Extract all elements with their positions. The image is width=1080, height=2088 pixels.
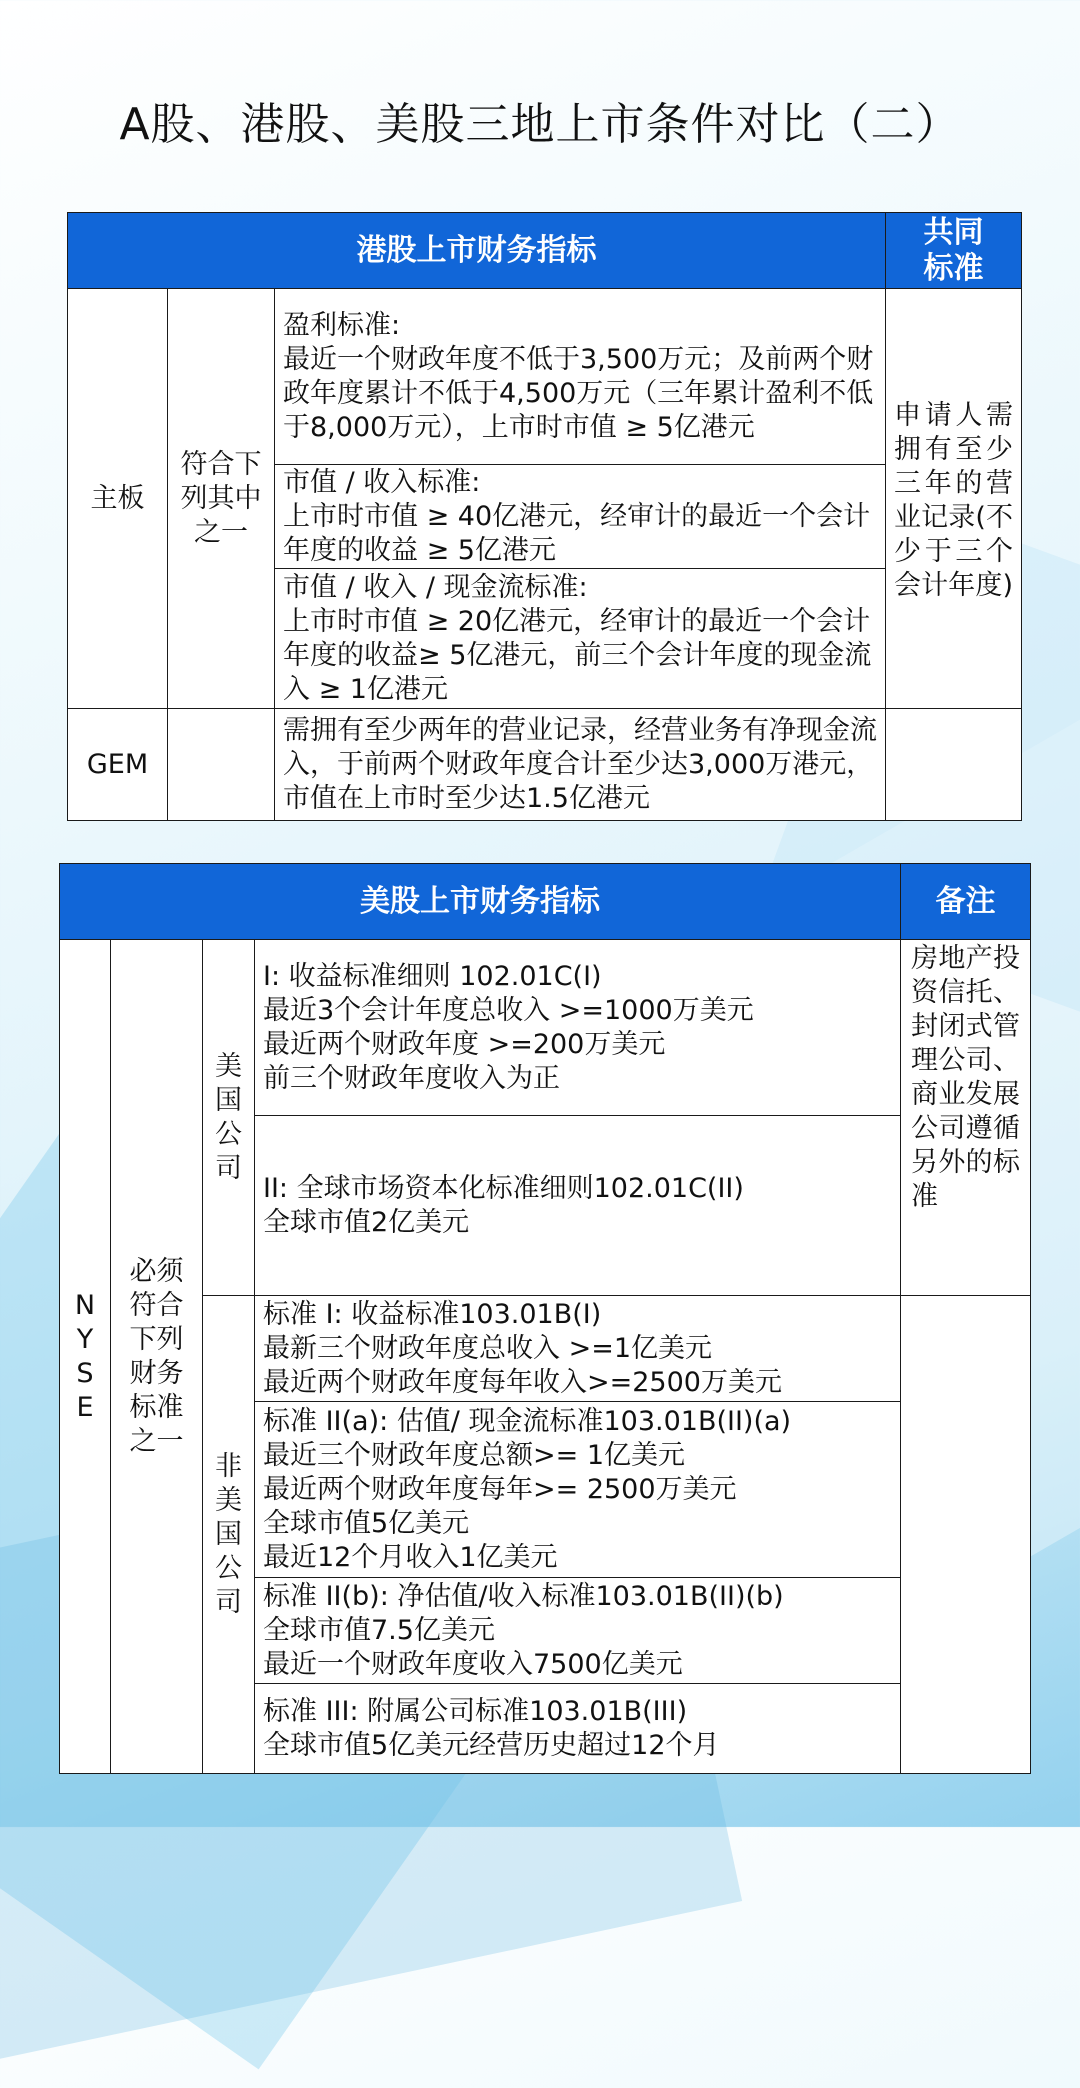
us-row-3 — [60, 1296, 1031, 1402]
main-board-label: 主板 — [68, 289, 168, 709]
gem-label: GEM — [68, 709, 168, 821]
non-us-note-empty — [901, 1296, 1031, 1774]
us-market-cap-criterion: II: 全球市场资本化标准细则102.01C(II) 全球市值2亿美元 — [255, 1116, 901, 1296]
hk-header-row — [68, 213, 1022, 289]
exchange-label: N Y S E — [60, 940, 111, 1774]
us-note: 房地产投资信托、封闭式管理公司、商业发展公司遵循另外的标准 — [901, 940, 1031, 1296]
non-us-net-valuation-criterion: 标准 II(b): 净估值/收入标准103.01B(II)(b) 全球市值7.5亿美元 最近一个财政年度收入7500亿美元 — [255, 1578, 901, 1684]
us-listing-table — [59, 863, 1031, 1774]
hk-table-header: 港股上市财务指标 — [68, 213, 886, 289]
us-row-1 — [60, 940, 1031, 1116]
non-us-revenue-criterion: 标准 I: 收益标准103.01B(I) 最新三个财政年度总收入 >=1亿美元 最近两个财政年度每年收入>=2500万美元 — [255, 1296, 901, 1402]
common-standard: 申请人需拥有至少三年的营业记录(不少于三个会计年度) — [886, 289, 1022, 709]
gem-common-empty — [886, 709, 1022, 821]
hk-main-row-1 — [68, 289, 1022, 465]
profit-criterion: 盈利标准: 最近一个财政年度不低于3,500万元；及前两个财政年度累计不低于4,500万元（三年累计盈利不低于8,000万元），上市时市值 ≥ 5亿港元 — [275, 289, 886, 465]
non-us-valuation-cashflow-criterion: 标准 II(a): 估值/ 现金流标准103.01B(II)(a) 最近三个财政年度总额>= 1亿美元 最近两个财政年度每年>= 2500万美元 全球市值5亿美元 最近12个月收入1亿美元 — [255, 1402, 901, 1578]
non-us-company-label: 非 美 国 公 司 — [203, 1296, 255, 1774]
non-us-affiliate-criterion: 标准 III: 附属公司标准103.01B(III) 全球市值5亿美元经营历史超过12个月 — [255, 1684, 901, 1774]
us-note-header: 备注 — [901, 864, 1031, 940]
hk-listing-table — [67, 212, 1022, 821]
hk-gem-row — [68, 709, 1022, 821]
us-header-row — [60, 864, 1031, 940]
us-company-label: 美 国 公 司 — [203, 940, 255, 1296]
market-cap-revenue-cashflow-criterion: 市值 / 收入 / 现金流标准: 上市时市值 ≥ 20亿港元，经审计的最近一个会计年度的收益≥ 5亿港元，前三个会计年度的现金流入 ≥ 1亿港元 — [275, 569, 886, 709]
gem-criterion: 需拥有至少两年的营业记录，经营业务有净现金流入，于前两个财政年度合计至少达3,000万港元，市值在上市时至少达1.5亿港元 — [275, 709, 886, 821]
main-board-condition: 符合下 列其中 之一 — [168, 289, 275, 709]
page-title: A股、港股、美股三地上市条件对比（二） — [119, 99, 961, 150]
us-revenue-criterion: I: 收益标准细则 102.01C(I) 最近3个会计年度总收入 >=1000万美元 最近两个财政年度 >=200万美元 前三个财政年度收入为正 — [255, 940, 901, 1116]
hk-common-header: 共同 标准 — [886, 213, 1022, 289]
market-cap-revenue-criterion: 市值 / 收入标准: 上市时市值 ≥ 40亿港元，经审计的最近一个会计年度的收益 ≥ 5亿港元 — [275, 465, 886, 569]
gem-condition-empty — [168, 709, 275, 821]
us-table-header: 美股上市财务指标 — [60, 864, 901, 940]
us-condition: 必须 符合 下列 财务 标准 之一 — [111, 940, 203, 1774]
